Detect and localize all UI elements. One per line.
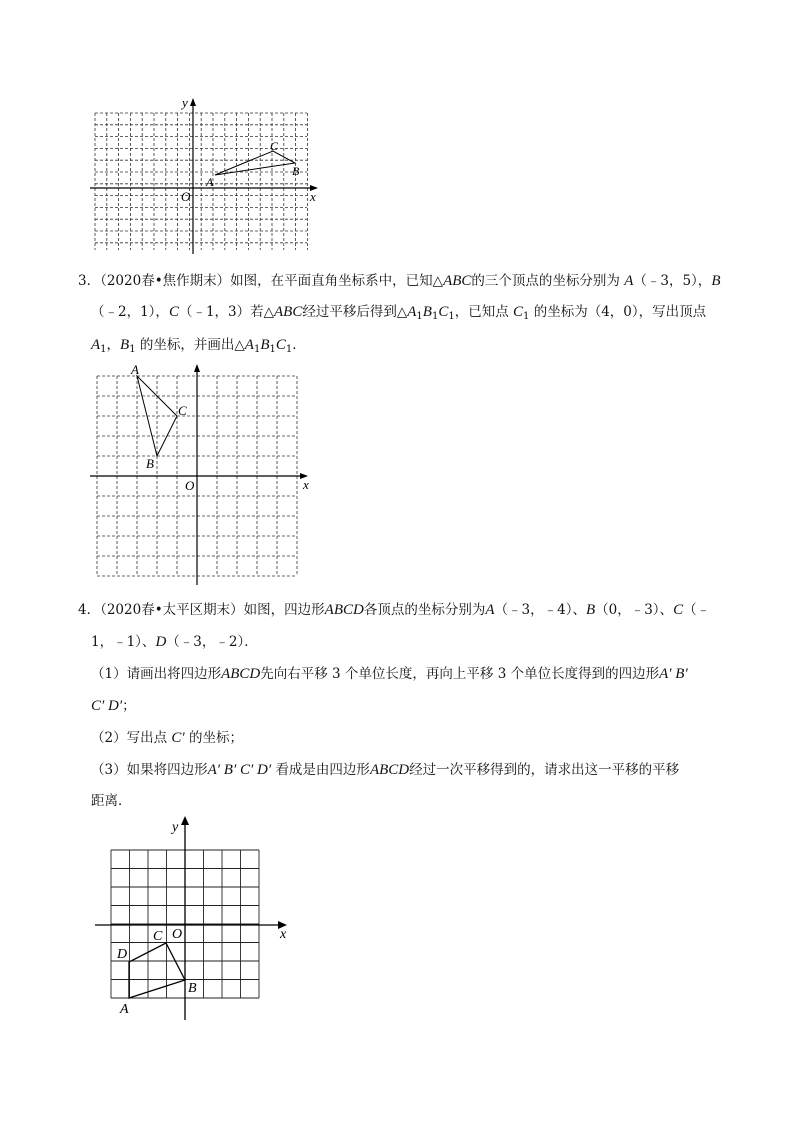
point-a-label: A [131, 362, 139, 377]
x-label: x [310, 189, 316, 204]
question-3-line-2: （﹣2，1），C（﹣1，3）若△ABC经过平移后得到$\triangle A_1B_1C_1$，已知点 $C_1$ 的坐标为（4，0），写出顶点 [91, 304, 707, 322]
question-4-line-1: 4．（2020春•太平区期末）如图，四边形ABCD各顶点的坐标分别为A（﹣3，﹣4）、B（0，﹣3）、C（﹣ [78, 602, 711, 618]
question-4-part-2: （2）写出点 C′ 的坐标； [91, 730, 243, 746]
point-b-label: B [292, 164, 300, 178]
x-label: x [280, 927, 287, 942]
point-c-label: C [153, 929, 163, 944]
y-axis-arrow [181, 816, 189, 825]
question-4-part-1-line-1: （1）请画出将四边形ABCD先向右平移 3 个单位长度，再向上平移 3 个单位长度得到的四边形A′ B′ [91, 666, 688, 682]
point-c-label: C [178, 403, 187, 418]
origin-label: O [185, 478, 195, 493]
point-a-label: A [206, 175, 214, 189]
question-3-line-1: 3．（2020春•焦作期末）如图，在平面直角坐标系中，已知△ABC的三个顶点的坐标分别为 A（﹣3，5），B [78, 273, 721, 289]
point-a-label: A [120, 1002, 129, 1017]
y-label: y [172, 820, 179, 835]
y-axis-arrow [190, 98, 196, 106]
question-3-source: （2020春•焦作期末） [100, 273, 231, 289]
figure-3-coordinate-grid [95, 812, 295, 1022]
triangle-abc [215, 151, 295, 175]
origin-label: O [181, 189, 191, 204]
question-4-source: （2020春•太平区期末） [100, 602, 244, 618]
question-3-number: 3． [78, 273, 101, 289]
point-d-label: D [117, 947, 128, 962]
quadrilateral-abcd [129, 943, 185, 998]
y-label: y [182, 96, 188, 110]
figure-1-coordinate-grid [85, 96, 325, 256]
question-4-line-2: 1，﹣1）、D（﹣3，﹣2）． [91, 634, 258, 650]
origin-label: O [172, 927, 183, 942]
point-b-label: B [146, 456, 154, 471]
question-4-part-3-line-2: 距离． [91, 793, 132, 809]
question-4-part-1-line-2: C′ D′； [91, 698, 136, 714]
question-4-number: 4． [78, 602, 101, 618]
figure-2-coordinate-grid [88, 360, 318, 590]
question-4-part-3-line-1: （3）如果将四边形A′ B′ C′ D′ 看成是由四边形ABCD经过一次平移得到的，请求出这一平移的平移 [91, 762, 680, 778]
x-label: x [303, 477, 309, 492]
y-axis-arrow [194, 364, 200, 372]
point-b-label: B [188, 981, 197, 996]
point-c-label: C [270, 139, 279, 153]
question-3-line-3: $A_1$，$B_1$ 的坐标，并画出$\triangle A_1B_1C_1$． [91, 337, 306, 355]
